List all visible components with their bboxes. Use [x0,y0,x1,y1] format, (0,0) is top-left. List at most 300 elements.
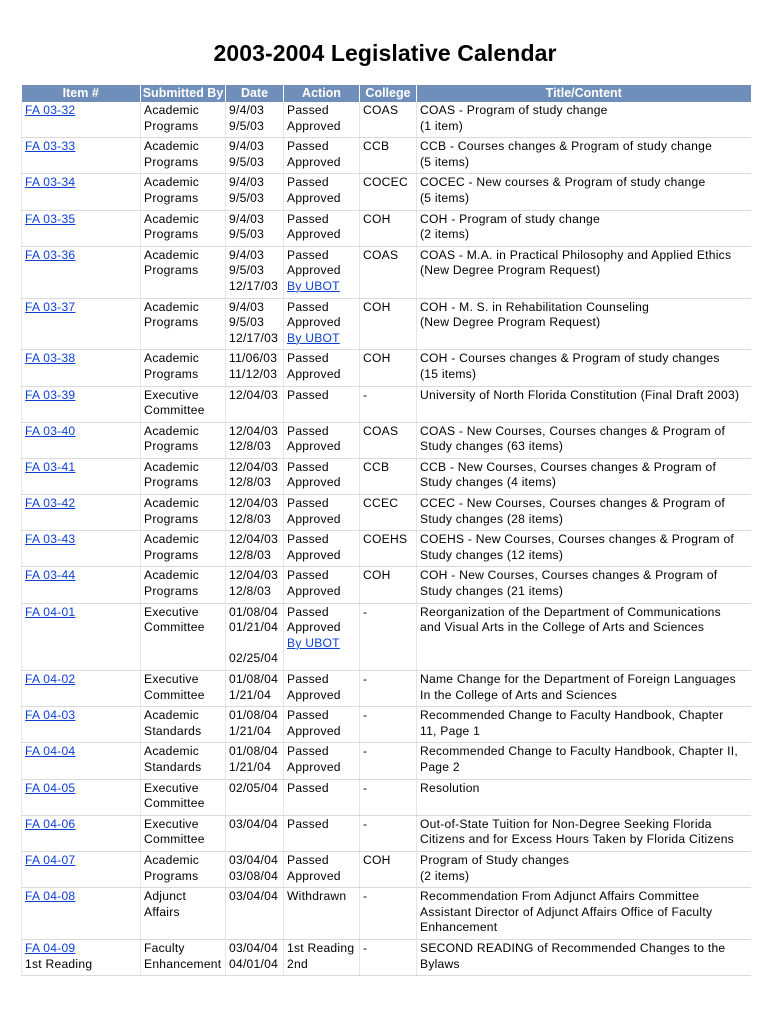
table-row [22,671,751,707]
table-row [22,246,751,298]
ubot-link[interactable]: By UBOT [287,330,340,345]
title-line: Recommended Change to Faculty Handbook, Chapter [420,708,724,723]
item-link[interactable]: FA 04-07 [25,852,76,867]
cell-action [284,138,360,174]
cell-item [22,422,141,458]
date-line: 12/04/03 [229,568,279,583]
submitted-by-line: Executive [144,672,199,686]
submitted-by-line: Academic [144,103,200,117]
submitted-by-line: Standards [144,723,202,738]
cell-date [226,815,284,851]
action-line: Approved [287,511,341,526]
item-link[interactable]: FA 04-08 [25,889,76,904]
action-line: Approved [287,227,341,242]
action-line: Approved [287,475,341,490]
cell-item [22,531,141,567]
table-row [22,851,751,887]
table-row [22,815,751,851]
date-line [229,636,280,652]
action-line: Passed [287,780,329,795]
cell-college: - [360,671,417,707]
cell-submitted-by [141,671,226,707]
title-line: CCB - New Courses, Courses changes & Program of [420,459,717,474]
action-line: Passed [287,744,329,759]
cell-submitted-by [141,210,226,246]
cell-date [226,298,284,350]
submitted-by-line: Programs [144,118,199,133]
item-link[interactable]: FA 04-09 [25,940,76,955]
header-submitted-by: Submitted By [141,85,226,102]
cell-item [22,246,141,298]
cell-item [22,458,141,494]
cell-title-content [417,495,751,531]
title-line: Resolution [420,780,480,795]
action-line: Passed [287,103,329,117]
date-line: 9/4/03 [229,299,265,314]
cell-submitted-by [141,851,226,887]
cell-date [226,851,284,887]
submitted-by-line: Committee [144,403,205,418]
action-line: Passed [287,532,329,547]
cell-item [22,743,141,779]
cell-college: COH [360,210,417,246]
date-line: 1/21/04 [229,759,272,774]
date-line: 11/06/03 [229,351,278,366]
date-line: 12/8/03 [229,547,272,562]
cell-date [226,779,284,815]
item-link[interactable]: FA 03-40 [25,423,76,438]
item-link[interactable]: FA 03-42 [25,496,76,511]
action-line: Approved [287,118,341,133]
cell-college: COEHS [360,531,417,567]
title-line: (1 item) [420,118,463,133]
title-line: Citizens and for Excess Hours Taken by Florida Citizens [420,832,734,847]
cell-item [22,815,141,851]
header-item: Item # [22,85,141,102]
cell-item [22,386,141,422]
action-line: Passed [287,604,329,619]
action-line: Approved [287,759,341,774]
submitted-by-line: Programs [144,547,199,562]
cell-action [284,743,360,779]
submitted-by-line: Academic [144,532,200,547]
action-line: 2nd [287,956,308,971]
date-line: 12/04/03 [229,496,279,511]
title-line: COAS - New Courses, Courses changes & Program of [420,423,726,438]
cell-submitted-by [141,246,226,298]
title-line: Name Change for the Department of Foreign Languages [420,672,736,686]
submitted-by-line: Adjunct [144,889,187,904]
submitted-by-line: Executive [144,387,199,402]
action-line: Passed [287,351,329,366]
table-row [22,422,751,458]
item-link[interactable]: FA 03-36 [25,247,76,262]
cell-college: - [360,603,417,670]
title-line: COCEC - New courses & Program of study change [420,175,706,190]
action-line: Passed [287,175,329,190]
cell-item [22,138,141,174]
cell-title-content [417,888,751,940]
date-line: 12/8/03 [229,584,272,599]
item-link[interactable]: FA 03-44 [25,568,76,583]
cell-submitted-by [141,386,226,422]
cell-college: COAS [360,422,417,458]
date-line: 9/5/03 [229,263,265,278]
cell-date [226,350,284,386]
title-line: Study changes (63 items) [420,439,564,454]
submitted-by-line: Faculty [144,940,185,955]
table-row [22,888,751,940]
cell-item [22,174,141,210]
action-line: Passed [287,568,329,583]
cell-submitted-by [141,567,226,603]
cell-submitted-by [141,779,226,815]
cell-item [22,779,141,815]
title-line: Study changes (4 items) [420,475,557,490]
item-link[interactable]: FA 04-04 [25,744,76,759]
cell-item [22,851,141,887]
cell-item [22,210,141,246]
item-link[interactable]: FA 03-35 [25,211,76,226]
cell-submitted-by [141,350,226,386]
action-line: Passed [287,387,329,402]
submitted-by-line: Programs [144,315,199,330]
action-line: Passed [287,423,329,438]
item-link[interactable]: FA 04-03 [25,708,76,723]
date-line: 03/04/04 [229,816,279,831]
submitted-by-line: Committee [144,832,205,847]
date-line: 9/5/03 [229,190,265,205]
cell-item [22,567,141,603]
title-line: COH - M. S. in Rehabilitation Counseling [420,299,650,314]
table-row [22,603,751,670]
title-line: Out-of-State Tuition for Non-Degree Seeking Florida [420,816,712,831]
title-line: CCEC - New Courses, Courses changes & Program of [420,496,726,511]
submitted-by-line: Academic [144,744,200,759]
date-line: 01/08/04 [229,672,279,686]
date-line: 9/4/03 [229,247,265,262]
cell-college: CCEC [360,495,417,531]
item-link[interactable]: FA 03-39 [25,387,76,402]
cell-item [22,495,141,531]
cell-submitted-by [141,174,226,210]
title-line: COAS - Program of study change [420,103,608,117]
cell-submitted-by [141,888,226,940]
title-line: Recommended Change to Faculty Handbook, Chapter II, [420,744,738,759]
cell-date [226,567,284,603]
title-line: (New Degree Program Request) [420,263,601,278]
submitted-by-line: Academic [144,708,200,723]
cell-college: - [360,815,417,851]
item-link[interactable]: FA 03-37 [25,299,76,314]
title-line: Study changes (12 items) [420,547,564,562]
cell-title-content [417,567,751,603]
submitted-by-line: Programs [144,475,199,490]
cell-submitted-by [141,138,226,174]
item-link[interactable]: FA 03-33 [25,139,76,154]
title-line: (5 items) [420,154,470,169]
action-line: Approved [287,439,341,454]
cell-action [284,707,360,743]
title-line: COH - Courses changes & Program of study changes [420,351,720,366]
cell-title-content [417,939,751,975]
title-line: COAS - M.A. in Practical Philosophy and Applied Ethics [420,247,732,262]
action-line: Approved [287,620,341,635]
date-line: 12/8/03 [229,439,272,454]
submitted-by-line: Standards [144,759,202,774]
action-line: Passed [287,139,329,154]
action-line: Approved [287,263,341,278]
cell-submitted-by [141,707,226,743]
cell-date [226,888,284,940]
table-row [22,102,751,138]
cell-title-content [417,779,751,815]
cell-date [226,531,284,567]
cell-date [226,671,284,707]
cell-date [226,210,284,246]
item-link[interactable]: FA 04-05 [25,780,76,795]
date-line: 1/21/04 [229,723,272,738]
submitted-by-line: Executive [144,780,199,795]
date-line: 12/04/03 [229,459,279,474]
date-line: 01/08/04 [229,744,279,759]
submitted-by-line: Academic [144,139,200,154]
action-line: Approved [287,315,341,330]
title-line: (15 items) [420,366,477,381]
cell-date [226,386,284,422]
title-line: Program of Study changes [420,852,570,867]
title-line: SECOND READING of Recommended Changes to the [420,940,726,955]
cell-college: COH [360,567,417,603]
title-line: COH - New Courses, Courses changes & Program of [420,568,718,583]
date-line: 03/04/04 [229,889,279,904]
cell-action [284,298,360,350]
item-link[interactable]: FA 04-01 [25,604,76,619]
cell-action [284,939,360,975]
submitted-by-line: Affairs [144,904,180,919]
date-line: 9/4/03 [229,211,265,226]
submitted-by-line: Programs [144,439,199,454]
date-line: 11/12/03 [229,366,278,381]
table-row [22,298,751,350]
cell-title-content [417,210,751,246]
action-line: Approved [287,547,341,562]
date-line: 9/5/03 [229,118,265,133]
cell-title-content [417,531,751,567]
action-line: Withdrawn [287,889,347,904]
cell-college: COH [360,298,417,350]
item-link[interactable]: FA 04-06 [25,816,76,831]
date-line: 12/17/03 [229,278,279,293]
title-line: (New Degree Program Request) [420,315,601,330]
cell-title-content [417,386,751,422]
cell-college: - [360,888,417,940]
date-line: 03/04/04 [229,852,279,867]
cell-date [226,603,284,670]
item-link[interactable]: FA 03-32 [25,103,76,117]
cell-title-content [417,815,751,851]
action-line: Passed [287,299,329,314]
table-row [22,779,751,815]
table-row [22,350,751,386]
date-line: 9/4/03 [229,139,265,154]
cell-date [226,939,284,975]
item-link[interactable]: FA 03-34 [25,175,76,190]
title-line: (2 items) [420,227,470,242]
item-note: 1st Reading [25,956,93,971]
cell-college: COH [360,851,417,887]
cell-item [22,671,141,707]
date-line: 12/04/03 [229,532,279,547]
cell-submitted-by [141,495,226,531]
action-line: Passed [287,496,329,511]
date-line: 04/01/04 [229,956,279,971]
cell-submitted-by [141,815,226,851]
cell-action [284,779,360,815]
action-line: Approved [287,154,341,169]
table-row [22,458,751,494]
cell-item [22,102,141,138]
date-line: 12/8/03 [229,511,272,526]
cell-item [22,888,141,940]
cell-submitted-by [141,458,226,494]
table-row [22,707,751,743]
cell-date [226,246,284,298]
cell-date [226,707,284,743]
ubot-link[interactable]: By UBOT [287,635,340,650]
title-line: Page 2 [420,759,460,774]
cell-action [284,210,360,246]
cell-college: - [360,386,417,422]
cell-action [284,851,360,887]
date-line: 02/25/04 [229,651,279,666]
submitted-by-line: Academic [144,351,200,366]
cell-action [284,567,360,603]
cell-title-content [417,350,751,386]
cell-action [284,102,360,138]
date-line: 12/8/03 [229,475,272,490]
submitted-by-line: Programs [144,190,199,205]
title-line: (5 items) [420,190,470,205]
action-line: Passed [287,211,329,226]
submitted-by-line: Academic [144,496,200,511]
submitted-by-line: Academic [144,423,200,438]
title-line: 11, Page 1 [420,723,481,738]
item-link[interactable]: FA 03-38 [25,351,76,366]
submitted-by-line: Programs [144,511,199,526]
submitted-by-line: Academic [144,568,200,583]
cell-action [284,495,360,531]
cell-date [226,422,284,458]
table-row [22,567,751,603]
cell-title-content [417,743,751,779]
table-header-row [22,85,751,102]
submitted-by-line: Academic [144,211,200,226]
cell-title-content [417,138,751,174]
action-line: Passed [287,247,329,262]
submitted-by-line: Programs [144,584,199,599]
submitted-by-line: Programs [144,366,199,381]
cell-title-content [417,671,751,707]
cell-college: COH [360,350,417,386]
cell-title-content [417,422,751,458]
cell-action [284,888,360,940]
submitted-by-line: Programs [144,263,199,278]
item-link[interactable]: FA 04-02 [25,672,76,686]
submitted-by-line: Executive [144,604,199,619]
cell-college: - [360,743,417,779]
title-line: Reorganization of the Department of Communications [420,604,721,619]
cell-submitted-by [141,531,226,567]
date-line: 9/4/03 [229,175,265,190]
title-line: CCB - Courses changes & Program of study change [420,139,713,154]
title-line: Study changes (28 items) [420,511,564,526]
page-title: 2003-2004 Legislative Calendar [213,40,557,66]
title-line: Recommendation From Adjunct Affairs Committee [420,889,700,904]
date-line: 01/08/04 [229,604,279,619]
action-line: Approved [287,723,341,738]
submitted-by-line: Enhancement [144,956,222,971]
title-line: COEHS - New Courses, Courses changes & Program of [420,532,735,547]
cell-date [226,458,284,494]
cell-title-content [417,102,751,138]
cell-action [284,246,360,298]
date-line: 1/21/04 [229,687,272,702]
date-line: 12/17/03 [229,330,279,345]
date-line: 12/04/03 [229,423,279,438]
submitted-by-line: Programs [144,154,199,169]
action-line: Passed [287,708,329,723]
submitted-by-line: Executive [144,816,199,831]
action-line: Approved [287,868,341,883]
action-line: Passed [287,816,329,831]
cell-title-content [417,174,751,210]
date-line: 9/4/03 [229,103,265,117]
cell-action [284,815,360,851]
date-line: 01/08/04 [229,708,279,723]
table-row [22,386,751,422]
ubot-link[interactable]: By UBOT [287,278,340,293]
submitted-by-line: Academic [144,852,200,867]
cell-action [284,350,360,386]
date-line: 03/08/04 [229,868,279,883]
cell-title-content [417,458,751,494]
table-row [22,138,751,174]
date-line: 9/5/03 [229,227,265,242]
cell-date [226,495,284,531]
submitted-by-line: Programs [144,227,199,242]
submitted-by-line: Committee [144,620,205,635]
cell-college: - [360,939,417,975]
cell-submitted-by [141,603,226,670]
cell-title-content [417,851,751,887]
cell-college: - [360,707,417,743]
cell-submitted-by [141,743,226,779]
cell-college: COCEC [360,174,417,210]
submitted-by-line: Committee [144,796,205,811]
date-line: 03/04/04 [229,940,279,955]
table-row [22,174,751,210]
cell-action [284,671,360,707]
header-date: Date [226,85,284,102]
action-line: Approved [287,190,341,205]
cell-item [22,939,141,975]
cell-submitted-by [141,102,226,138]
cell-submitted-by [141,298,226,350]
header-action: Action [284,85,360,102]
item-link[interactable]: FA 03-41 [25,459,76,474]
item-link[interactable]: FA 03-43 [25,532,76,547]
